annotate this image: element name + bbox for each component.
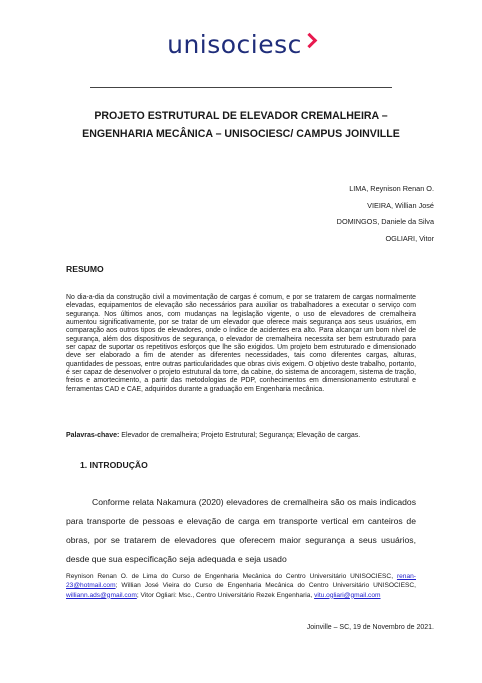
abstract-text: No dia-a-dia da construção civil a movimentação de cargas é comum, e por se tratarem de cargas normalmente elevadas, equipamentos de elevação são necessários para auxiliar os trabalhadores a executar o serviço com segurança. Nos últimos anos, com mudanças na legislação vigente, o uso de elevadores de cremalheira aumentou significativamente, por se tratar de um elevador que oferece mais segurança aos seus usuários, em comparação aos outros tipos de elevadores, onde o índice de acidentes era alto. Para alcançar um bom nível de segurança, além dos dispositivos de segurança, o elevador de cremalheira necessita ser bem estruturado para ser capaz de suportar os repetitivos esforços que lhe são exigidos. Um projeto bem estruturado e dimensionado deve ser elaborado a fim de atender as diferentes necessidades, tais como diferentes cargas, alturas, quantidades de pessoas, entre outras particularidades que obras civis exigem. O objetivo deste trabalho, portanto, é ser capaz de desenvolver o projeto estrutural da torre, da cabine, do sistema de ancoragem, sistema de tração, freios e amortecimento, a partir das metodologias de PDP, conhecimentos em dimensionamento estrutural e ferramentas CAD e CAE, adquiridos durante a graduação em Engenharia mecânica. [66,294,416,393]
unisociesc-logo [0,30,482,59]
author-list [337,181,434,247]
author-name: VIEIRA, Willian José [367,200,434,210]
title-line-1: PROJETO ESTRUTURAL DE ELEVADOR CREMALHEIRA – [94,110,388,122]
author-name: LIMA, Reynison Renan O. [349,184,434,193]
email-link-vieira[interactable]: williann.ads@gmail.com [66,591,137,599]
title-line-2: ENGENHARIA MECÂNICA – UNISOCIESC/ CAMPUS JOINVILLE [82,128,400,140]
logo-chevron-icon [302,33,318,49]
author-footnote [66,572,416,600]
author-name: DOMINGOS, Daniele da Silva [336,217,434,226]
introduction-heading: 1. INTRODUÇÃO [80,460,148,470]
place-date: Joinville – SC, 19 de Novembro de 2021. [306,624,434,631]
footnote-part-1: Reynison Renan O. de Lima do Curso de Engenharia Mecânica do Centro Universitário UNISOCIESC, [66,573,397,580]
keywords-text: Elevador de cremalheira; Projeto Estrutural; Segurança; Elevação de cargas. [119,432,361,439]
document-title [40,107,442,143]
header-divider [90,87,392,88]
footnote-part-3: ; Vitor Ogliari: Msc., Centro Universitário Rezek Engenharia, [136,591,315,599]
introduction-text: Conforme relata Nakamura (2020) elevadores de cremalheira são os mais indicados para transporte de pessoas e elevação de carga em transporte vertical em canteiros de obras, por se tratarem de elevadores que oferecem maior segurança a seus usuários, desde que sua especificação seja adequada e seja usado [66,497,416,564]
keywords [66,432,442,439]
email-link-lima[interactable]: renan-23@hotmail.com [66,573,416,590]
keywords-label: Palavras-chave: [66,432,120,439]
abstract-heading: RESUMO [66,264,104,274]
logo-text: unisociesc [167,30,302,59]
footnote-part-2: ; Willian José Vieira do Curso de Engenharia Mecânica do Centro Universitário UNISOCIESC, [115,582,416,590]
email-link-ogliari[interactable]: vitu.ogliari@gmail.com [314,591,381,599]
author-name: OGLIARI, Vitor [385,233,434,243]
